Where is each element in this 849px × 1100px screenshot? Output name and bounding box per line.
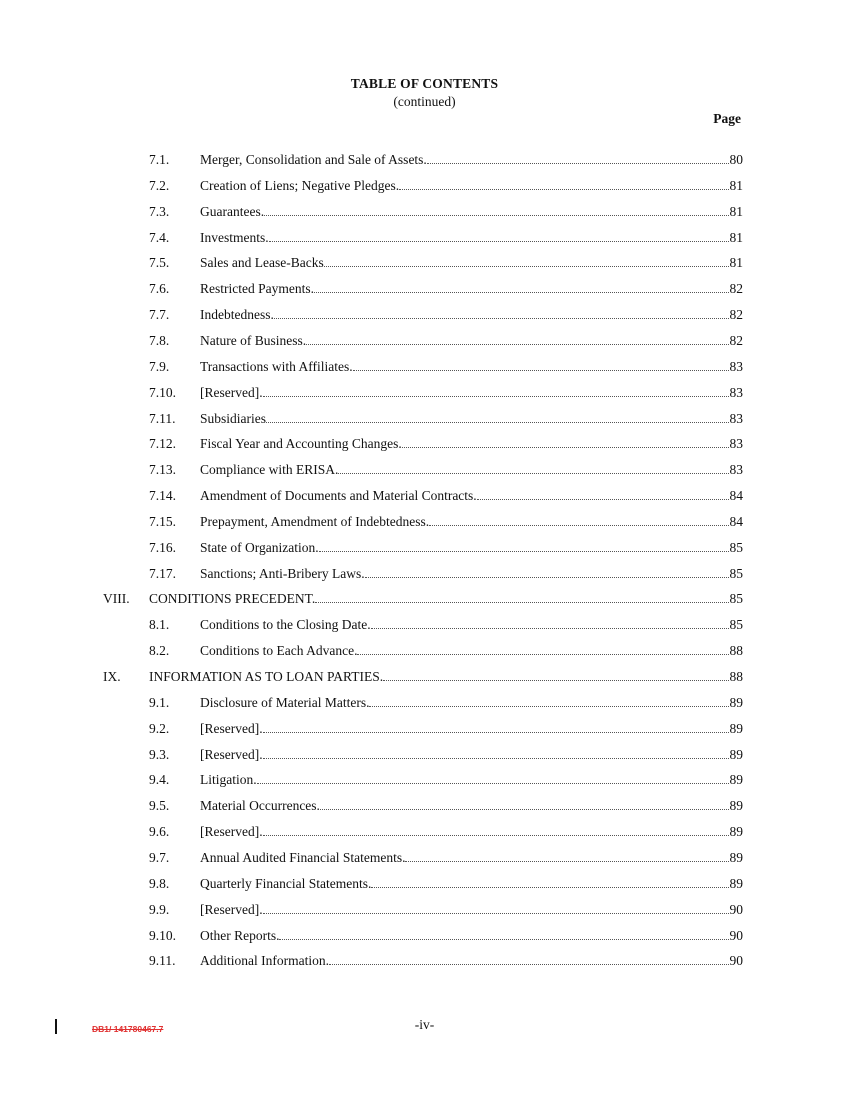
toc-entry-number: 9.11. [149, 953, 176, 969]
toc-entry-title: Additional Information. [200, 953, 329, 969]
toc-entry [200, 488, 743, 504]
toc-entry-page: 89 [729, 694, 743, 710]
toc-entry [200, 462, 743, 478]
toc-entry-number: 7.7. [149, 307, 170, 323]
toc-entry-page: 83 [729, 462, 743, 478]
toc-section-row[interactable] [0, 747, 849, 767]
toc-entry-title: Quarterly Financial Statements. [200, 875, 372, 891]
toc-entry-title: Nature of Business. [200, 332, 307, 348]
dot-leader [263, 912, 729, 914]
toc-entry-number: 9.9. [149, 901, 170, 917]
dot-leader [405, 860, 728, 862]
dot-leader [279, 938, 728, 940]
toc-entry [200, 152, 743, 168]
dot-leader [369, 705, 728, 707]
toc-entry-title: CONDITIONS PRECEDENT. [149, 591, 316, 607]
toc-entry-number: 9.8. [149, 875, 170, 891]
toc-entry-page: 89 [729, 849, 743, 865]
toc-entry-title: Merger, Consolidation and Sale of Assets. [200, 152, 427, 167]
toc-entry [200, 281, 743, 297]
toc-entry-number: IX. [103, 669, 121, 684]
toc-entry-title: INFORMATION AS TO LOAN PARTIES. [149, 669, 384, 684]
dot-leader [264, 214, 728, 216]
toc-entry-page: 81 [729, 229, 743, 245]
toc-section-row[interactable] [0, 876, 849, 896]
toc-entry-page: 89 [729, 772, 743, 788]
toc-entry-number: VIII. [103, 591, 130, 607]
toc-entry [200, 721, 743, 737]
toc-section-row[interactable] [0, 488, 849, 508]
toc-section-row[interactable] [0, 953, 849, 973]
toc-entry-page: 85 [729, 591, 743, 607]
toc-entry-page: 81 [729, 177, 743, 193]
toc-entry-number: 8.2. [149, 643, 170, 659]
toc-entry [200, 643, 743, 659]
toc-section-row[interactable] [0, 824, 849, 844]
toc-section-row[interactable] [0, 721, 849, 741]
toc-entry-page: 82 [729, 332, 743, 348]
toc-entry-title: Conditions to Each Advance. [200, 643, 358, 659]
toc-entry-number: 7.6. [149, 281, 170, 297]
toc-section-row[interactable] [0, 850, 849, 870]
dot-leader [306, 343, 728, 345]
toc-section-row[interactable] [0, 566, 849, 586]
toc-entry-number: 7.4. [149, 229, 170, 245]
toc-section-row[interactable] [0, 617, 849, 637]
document-id: DB1/ 141780467.7 [92, 1024, 164, 1034]
dot-leader [263, 757, 729, 759]
toc-entry-title: [Reserved]. [200, 824, 263, 840]
dot-leader [353, 369, 729, 371]
toc-entry-title: Sales and Lease-Backs [200, 255, 324, 271]
toc-entry-title: Material Occurrences. [200, 798, 320, 814]
toc-section-row[interactable] [0, 695, 849, 715]
toc-entry-number: 9.7. [149, 849, 170, 865]
toc-entry [200, 514, 743, 530]
dot-leader [274, 317, 729, 319]
dot-leader [324, 265, 729, 267]
toc-entry-page: 90 [729, 953, 743, 969]
dot-leader [357, 653, 728, 655]
dot-leader [427, 162, 729, 164]
toc-entry-number: 9.1. [149, 694, 170, 710]
dot-leader [371, 627, 729, 629]
toc-entry-title: Subsidiaries [200, 410, 266, 426]
toc-entry-number: 7.8. [149, 332, 170, 348]
toc-entry-title: [Reserved]. [200, 746, 263, 762]
toc-section-row[interactable] [0, 230, 849, 250]
toc-entry-page: 85 [729, 539, 743, 555]
toc-entry [200, 566, 743, 582]
toc-section-row[interactable] [0, 255, 849, 275]
toc-entry-page: 89 [729, 875, 743, 891]
toc-section-row[interactable] [0, 514, 849, 534]
dot-leader [338, 472, 728, 474]
toc-entry-number: 9.2. [149, 720, 170, 736]
toc-entry-page: 83 [729, 436, 743, 452]
toc-entry-page: 82 [729, 281, 743, 297]
toc-entry [200, 695, 743, 711]
dot-leader [319, 550, 729, 552]
toc-entry-page: 85 [729, 617, 743, 633]
toc-entry-title: Prepayment, Amendment of Indebtedness. [200, 513, 430, 529]
dot-leader [269, 240, 729, 242]
toc-article-row[interactable] [0, 591, 849, 611]
toc-entry-title: Creation of Liens; Negative Pledges. [200, 177, 400, 193]
toc-entry [200, 436, 743, 452]
toc-entry-page: 83 [729, 384, 743, 400]
dot-leader [266, 421, 729, 423]
toc-entry-page: 84 [729, 513, 743, 529]
toc-entry-page: 80 [729, 152, 743, 167]
toc-entry [200, 953, 743, 969]
dot-leader [315, 601, 728, 603]
dot-leader [263, 395, 729, 397]
page-number: -iv- [414, 1017, 435, 1032]
dot-leader [263, 731, 729, 733]
toc-entry-page: 88 [729, 643, 743, 659]
toc-entry-page: 81 [729, 203, 743, 219]
toc-section-row[interactable] [0, 333, 849, 353]
toc-entry-number: 7.1. [149, 152, 170, 167]
toc-entry-page: 81 [729, 255, 743, 271]
toc-entry [200, 747, 743, 763]
toc-entry-page: 83 [729, 358, 743, 374]
toc-entry-page: 89 [729, 824, 743, 840]
toc-entry-title: Indebtedness. [200, 307, 274, 323]
toc-entry [200, 307, 743, 323]
toc-entry-page: 83 [729, 410, 743, 426]
change-bar [55, 1019, 57, 1034]
toc-section-row[interactable] [0, 152, 849, 172]
toc-entry-number: 7.10. [149, 384, 176, 400]
dot-leader [371, 886, 728, 888]
toc-entry [200, 230, 743, 246]
toc-entry-number: 7.16. [149, 539, 176, 555]
toc-entry-number: 7.5. [149, 255, 170, 271]
toc-entry-number: 7.3. [149, 203, 170, 219]
toc-entry [200, 204, 743, 220]
toc-entry [200, 359, 743, 375]
toc-section-row[interactable] [0, 902, 849, 922]
toc-entry-page: 90 [729, 901, 743, 917]
toc-entry-page: 85 [729, 565, 743, 581]
toc-entry-number: 9.6. [149, 824, 170, 840]
toc-entry-number: 7.2. [149, 177, 170, 193]
toc-entry-title: Guarantees. [200, 203, 265, 219]
dot-leader [429, 524, 728, 526]
toc-section-row[interactable] [0, 436, 849, 456]
toc-entry-title: Conditions to the Closing Date. [200, 617, 371, 633]
toc-entry [200, 333, 743, 349]
toc-entry [200, 255, 743, 271]
toc-entry-page: 82 [729, 307, 743, 323]
toc-section-row[interactable] [0, 178, 849, 198]
toc-entry-page: 90 [729, 927, 743, 943]
toc-section-row[interactable] [0, 540, 849, 560]
toc-entry [149, 591, 743, 607]
toc-entry [200, 876, 743, 892]
toc-entry-page: 89 [729, 798, 743, 814]
toc-entry-title: [Reserved]. [200, 901, 263, 917]
toc-entry-title: Fiscal Year and Accounting Changes. [200, 436, 402, 452]
toc-entry-number: 9.10. [149, 927, 176, 943]
toc-entry-title: Annual Audited Financial Statements. [200, 849, 406, 865]
toc-entry-title: Transactions with Affiliates. [200, 358, 353, 374]
toc-entry [200, 385, 743, 401]
toc-section-row[interactable] [0, 307, 849, 327]
toc-title: TABLE OF CONTENTS [350, 76, 499, 91]
toc-entry-number: 7.15. [149, 513, 176, 529]
toc-entry-page: 84 [729, 488, 743, 504]
toc-entry-title: Disclosure of Material Matters. [200, 694, 370, 710]
toc-entry-page: 89 [729, 720, 743, 736]
toc-subtitle: (continued) [393, 94, 456, 109]
toc-entry-title: [Reserved]. [200, 720, 263, 736]
toc-section-row[interactable] [0, 798, 849, 818]
toc-entry-page: 89 [729, 746, 743, 762]
toc-entry-title: Restricted Payments. [200, 281, 314, 297]
page-column-header: Page [713, 111, 741, 126]
dot-leader [399, 188, 728, 190]
dot-leader [314, 291, 729, 293]
toc-entry-title: Investments. [200, 229, 269, 245]
toc-entry-number: 7.17. [149, 565, 176, 581]
toc-entry-number: 7.12. [149, 436, 176, 452]
dot-leader [402, 446, 729, 448]
toc-entry [200, 772, 743, 788]
toc-entry [200, 902, 743, 918]
toc-entry-page: 88 [729, 669, 743, 684]
toc-entry-number: 7.11. [149, 410, 176, 426]
toc-entry [200, 540, 743, 556]
toc-entry [200, 850, 743, 866]
toc-section-row[interactable] [0, 385, 849, 405]
toc-entry-number: 7.9. [149, 358, 170, 374]
toc-entry-title: Amendment of Documents and Material Contracts. [200, 488, 477, 504]
toc-entry-number: 8.1. [149, 617, 170, 633]
toc-entry [200, 178, 743, 194]
toc-section-row[interactable] [0, 204, 849, 224]
toc-section-row[interactable] [0, 772, 849, 792]
toc-article-row[interactable] [0, 669, 849, 689]
dot-leader [477, 498, 729, 500]
toc-entry [149, 669, 743, 685]
toc-section-row[interactable] [0, 411, 849, 431]
toc-entry-title: Sanctions; Anti-Bribery Laws. [200, 565, 365, 581]
dot-leader [257, 782, 729, 784]
toc-entry-number: 7.14. [149, 488, 176, 504]
toc-entry-number: 9.5. [149, 798, 170, 814]
toc-entry-number: 9.3. [149, 746, 170, 762]
toc-entry-title: Litigation. [200, 772, 257, 788]
toc-entry [200, 928, 743, 944]
toc-section-row[interactable] [0, 928, 849, 948]
toc-entry [200, 798, 743, 814]
dot-leader [263, 834, 729, 836]
toc-section-row[interactable] [0, 462, 849, 482]
toc-entry [200, 617, 743, 633]
toc-entry [200, 411, 743, 427]
toc-entry-title: Other Reports. [200, 927, 280, 943]
dot-leader [329, 963, 729, 965]
dot-leader [320, 808, 729, 810]
toc-entry-title: State of Organization. [200, 539, 319, 555]
dot-leader [383, 679, 728, 681]
dot-leader [365, 576, 729, 578]
toc-entry-title: [Reserved]. [200, 384, 263, 400]
toc-entry-number: 7.13. [149, 462, 176, 478]
toc-entry-title: Compliance with ERISA. [200, 462, 339, 478]
toc-entry [200, 824, 743, 840]
toc-entry-number: 9.4. [149, 772, 170, 788]
toc-section-row[interactable] [0, 359, 849, 379]
toc-section-row[interactable] [0, 643, 849, 663]
toc-section-row[interactable] [0, 281, 849, 301]
